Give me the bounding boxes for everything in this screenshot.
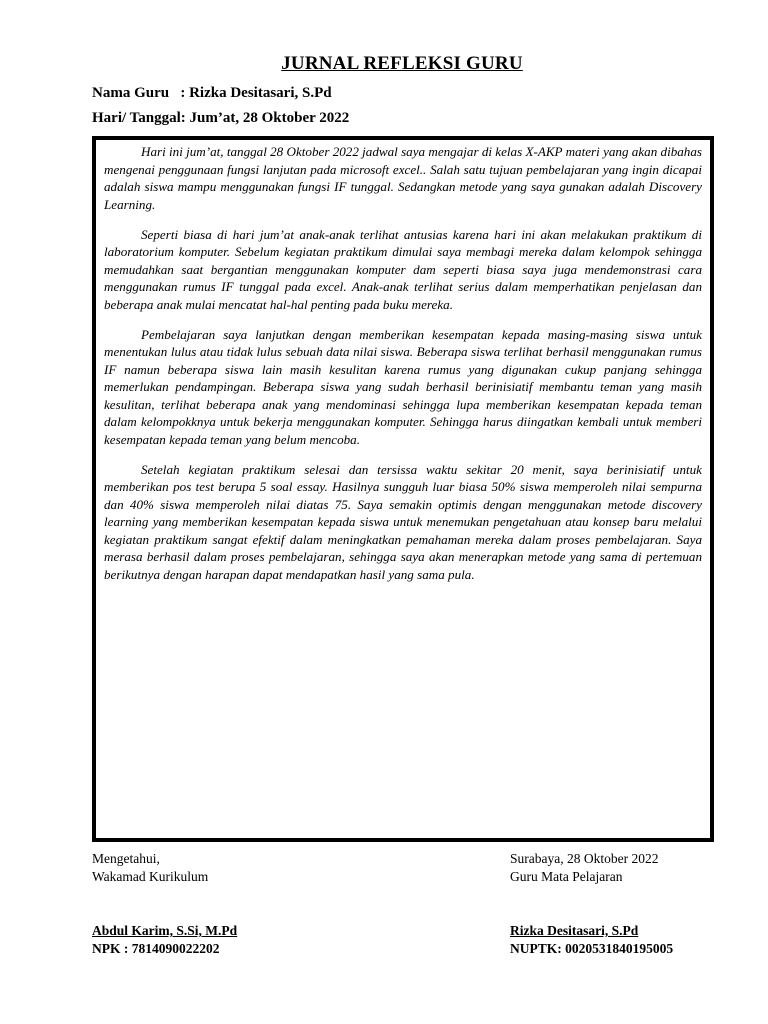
document-title: JURNAL REFLEKSI GURU <box>281 53 523 74</box>
place-date: Surabaya, 28 Oktober 2022 <box>510 851 659 866</box>
teacher-name-line: Nama Guru : Rizka Desitasari, S.Pd <box>92 85 332 101</box>
journal-paragraph-2: Seperti biasa di hari jum’at anak-anak terlihat antusias karena hari ini akan melakukan praktikum di laboratorium komputer. Sebelum kegiatan praktikum dimulai saya membagi mereka dalam kelompok sehingga memudahkan saat bergantian menggunakan komputer dam seperti biasa saya juga mendemonstrasi cara menggunakan rumus IF tunggal pada excel. Anak-anak terlihat serius dalam memperhatikan penjelasan dan beberapa anak mulai mencatat hal-hal penting pada buku mereka. <box>104 226 702 312</box>
journal-paragraph-1: Hari ini jum’at, tanggal 28 Oktober 2022 jadwal saya mengajar di kelas X-AKP materi yang akan dibahas mengenai penggunaan fungsi lanjutan pada microsoft excel.. Salah satu tujuan pembelajaran yang ingin dicapai adalah siswa mampu menggunakan fungsi IF tunggal. Sedangkan metode yang saya gunakan adalah Discovery Learning. <box>104 144 702 212</box>
right-signer-name: Rizka Desitasari, S.Pd <box>510 923 639 938</box>
journal-text <box>104 143 702 596</box>
acknowledged-label: Mengetahui, <box>92 851 160 866</box>
left-signer-role: Wakamad Kurikulum <box>92 869 209 884</box>
right-signer-id: NUPTK: 0020531840195005 <box>510 941 674 956</box>
signature-block-right <box>510 850 673 958</box>
left-signer-name: Abdul Karim, S.Si, M.Pd <box>92 923 238 938</box>
signature-block-left <box>92 850 237 958</box>
left-signer-id: NPK : 7814090022202 <box>92 941 220 956</box>
signature-space-left <box>92 886 237 922</box>
signature-space-right <box>510 886 673 922</box>
journal-paragraph-3: Pembelajaran saya lanjutkan dengan memberikan kesempatan kepada masing-masing siswa untuk menentukan lulus atau tidak lulus sebuah data nilai siswa. Beberapa siswa terlihat berhasil menggunakan rumus IF namun beberapa siswa lain masih kesulitan karena rumus yang digunakan cukup panjang sehingga memerlukan pendampingan. Beberapa siswa yang sudah berhasil berinisiatif membantu teman yang masih kesulitan, terlihat beberapa anak yang mendominasi sehingga lupa memberikan kesempatan kepada teman dalam kelompokknya untuk bekerja menggunakan komputer. Sehingga harus diingatkan kembali untuk memberi kesempatan kepada teman yang belum mencoba. <box>104 326 702 447</box>
date-line: Hari/ Tanggal: Jum’at, 28 Oktober 2022 <box>92 110 350 126</box>
journal-box <box>92 136 714 842</box>
journal-paragraph-4: Setelah kegiatan praktikum selesai dan tersissa waktu sekitar 20 menit, saya berinisiatif untuk memberikan pos test berupa 5 soal essay. Hasilnya sungguh luar biasa 50% siswa memperoleh nilai sempurna dan 40% siswa memperoleh nilai diatas 75. Saya semakin optimis dengan menggunakan metode discovery learning yang memberikan kesempatan kepada siswa untuk menemukan pengetahuan atau konsep baru melalui kegiatan praktikum sangat efektif dalam meningkatkan pemahaman mereka dalam proses pembelajaran. Saya merasa berhasil dalam proses pembelajaran, sehingga saya akan menerapkan metode yang sama di pertemuan berikutnya dengan harapan dapat mendapatkan hasil yang sama pula. <box>104 461 702 582</box>
right-signer-role: Guru Mata Pelajaran <box>510 869 623 884</box>
